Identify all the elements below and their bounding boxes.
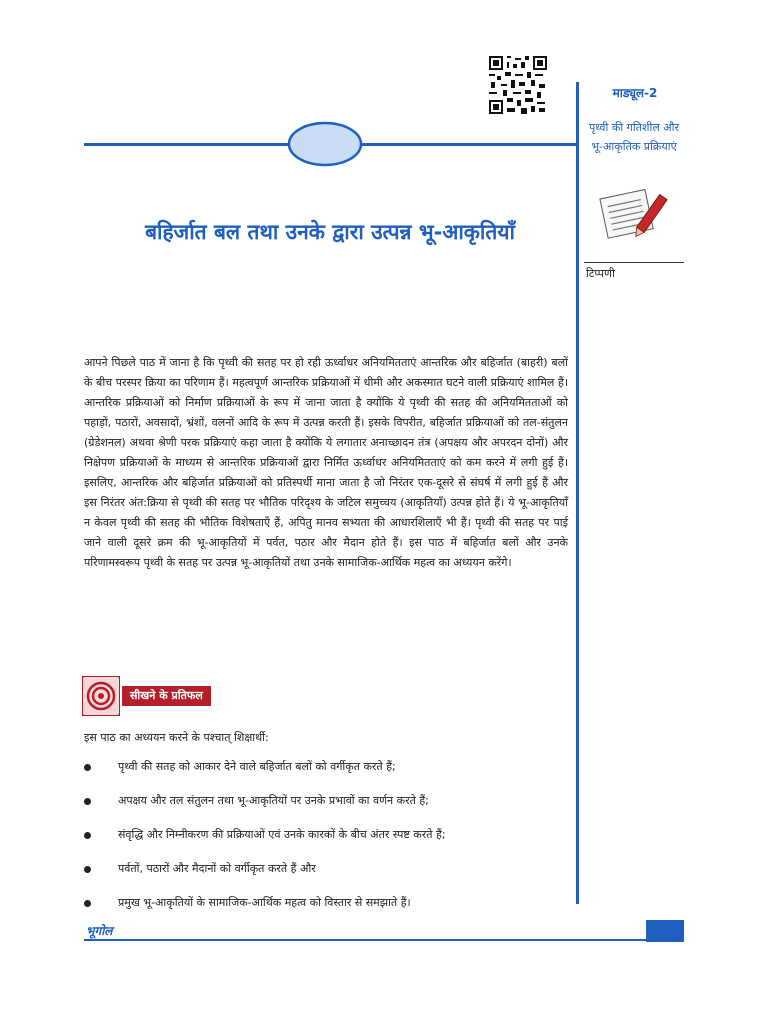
list-item <box>84 790 568 824</box>
module-label: माड्यूल-2 <box>612 86 658 100</box>
list-item <box>84 756 568 790</box>
title-oval-ornament <box>287 121 363 167</box>
list-item-text: पर्वतों, पठारों और मैदानों को वर्गीकृत करते हैं और <box>118 862 316 875</box>
list-item-text: अपक्षय और तल संतुलन तथा भू-आकृतियों पर उनके प्रभावों का वर्णन करते हैं; <box>118 794 429 807</box>
learning-outcomes-heading: सीखने के प्रतिफल <box>122 686 211 706</box>
notes-divider <box>584 262 684 263</box>
learning-outcomes-badge <box>82 676 242 716</box>
bullet-icon <box>84 764 91 771</box>
footer-subject: भूगोल <box>86 924 113 938</box>
list-item <box>84 824 568 858</box>
learning-outcomes-list <box>84 756 568 926</box>
bullet-icon <box>84 832 91 839</box>
footer-rule <box>84 939 646 941</box>
qr-code-icon[interactable] <box>489 56 547 114</box>
list-item-text: संवृद्धि और निम्नीकरण की प्रक्रियाओं एवं उनके कारकों के बीच अंतर स्पष्ट करते हैं; <box>118 828 446 841</box>
page-number-box <box>646 920 684 942</box>
bullet-icon <box>84 900 91 907</box>
notes-label: टिप्पणी <box>586 267 615 280</box>
notes-pen-icon <box>596 186 672 242</box>
intro-paragraph: आपने पिछले पाठ में जाना है कि पृथ्वी की सतह पर हो रही ऊर्ध्वाधर अनियमितताएं आन्तरिक और बहिर्जात (बाहरी) बलों के बीच परस्पर क्रिया का परिणाम हैं। महत्वपूर्ण आन्तरिक प्रक्रियाओं में धीमी और अकस्मात घटने वाली प्रक्रियाएं शामिल हैं। आन्तरिक प्रक्रियाओं को निर्माण प्रक्रियाओं के रूप में जाना जाता है क्योंकि ये पृथ्वी की सतह की अनियमितताओं को पहाड़ों, पठारों, अवसादों, भ्रंशों, वलनों आदि के रूप में उत्पन्न करती हैं। इसके विपरीत, बहिर्जात प्रक्रियाओं को तल-संतुलन (ग्रेडेशनल) अथवा श्रेणी परक प्रक्रियाएं कहा जाता है क्योंकि ये लगातार अनाच्छादन तंत्र (अपक्षय और अपरदन दोनों) और निक्षेपण प्रक्रियाओं के माध्यम से आन्तरिक प्रक्रियाओं द्वारा निर्मित ऊर्ध्वाधर अनियमितताएं को कम करने में लगी हुई हैं। इसलिए, आन्तरिक और बहिर्जात प्रक्रियाओं को प्रतिस्पर्धी माना जाता है जो निरंतर एक-दूसरे से संघर्ष में लगी हुई हैं और इस निरंतर अंत:क्रिया से पृथ्वी की सतह पर भौतिक परिदृश्य के जटिल समुच्चय (आकृतियाँ) उत्पन्न होते हैं। ये भू-आकृतियाँ न केवल पृथ्वी की सतह की भौतिक विशेषताएँ हैं, अपितु मानव सभ्यता की आधारशिलाएँ भी हैं। पृथ्वी की सतह पर पाई जाने वाली दूसरे क्रम की भू-आकृतियों में पर्वत, पठार और मैदान होते हैं। इस पाठ में बहिर्जात बलों और उनके परिणामस्वरूप पृथ्वी के सतह पर उत्पन्न भू-आकृतियों तथा उनके सामाजिक-आर्थिक महत्व का अध्ययन करेंगे। <box>84 356 568 569</box>
module-subtitle: पृथ्वी की गतिशील और भू-आकृतिक प्रक्रियाएं <box>588 121 680 153</box>
list-item <box>84 892 568 926</box>
list-item-text: पृथ्वी की सतह को आकार देने वाले बहिर्जात बलों को वर्गीकृत करते हैं; <box>118 760 396 773</box>
target-icon <box>82 676 120 716</box>
lesson-title: बहिर्जात बल तथा उनके द्वारा उत्पन्न भू-आकृतियाँ <box>145 220 515 244</box>
bullet-icon <box>84 798 91 805</box>
outcomes-lead: इस पाठ का अध्ययन करने के पश्चात् शिक्षार्थी: <box>84 731 269 744</box>
bullet-icon <box>84 866 91 873</box>
list-item-text: प्रमुख भू-आकृतियों के सामाजिक-आर्थिक महत्व को विस्तार से समझाते हैं। <box>118 896 411 909</box>
list-item <box>84 858 568 892</box>
right-margin-rule <box>576 82 579 904</box>
